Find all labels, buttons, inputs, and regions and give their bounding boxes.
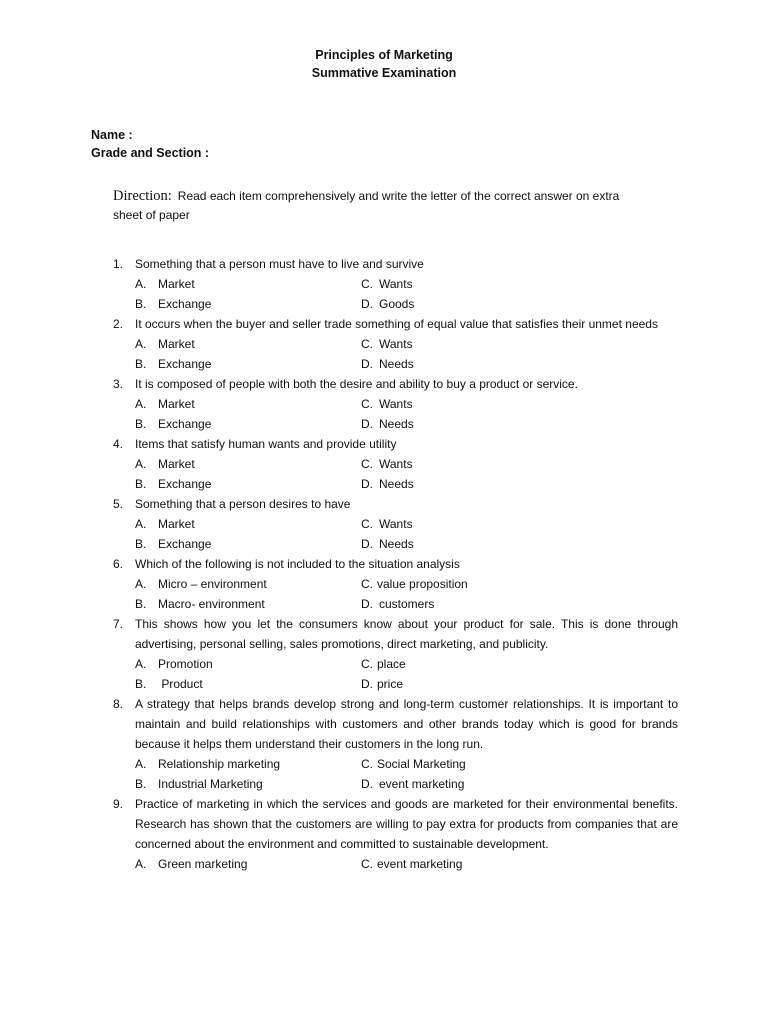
choice-row (135, 534, 678, 554)
choice-b: B. Exchange (135, 417, 212, 431)
question-stem: Something that a person desires to have (135, 497, 351, 511)
choice-row (135, 754, 678, 774)
choice-d: D. Goods (361, 297, 415, 311)
exam-title: Principles of Marketing (315, 48, 453, 62)
question-stem: Which of the following is not included to the situation analysis (135, 557, 460, 571)
choice-row (135, 674, 678, 694)
question-item (113, 554, 678, 614)
choice-row (135, 454, 678, 474)
question-number: 7. (113, 617, 124, 631)
choice-b: B. Exchange (135, 537, 212, 551)
choice-c: C. Wants (361, 277, 413, 291)
choice-row (135, 274, 678, 294)
choice-a: A. Promotion (135, 657, 213, 671)
choice-row (135, 574, 678, 594)
choice-row (135, 594, 678, 614)
choice-d: D. Needs (361, 477, 414, 491)
choice-d: D. Needs (361, 537, 414, 551)
question-number: 5. (113, 497, 124, 511)
direction-text: Read each item comprehensively and write the letter of the correct answer on extra sheet of paper (113, 189, 620, 222)
choice-b: B. Industrial Marketing (135, 777, 263, 791)
choice-row (135, 774, 678, 794)
question-stem: It occurs when the buyer and seller trade something of equal value that satisfies their unmet needs (135, 317, 658, 331)
choice-row (135, 354, 678, 374)
question-stem: It is composed of people with both the desire and ability to buy a product or service. (135, 377, 578, 391)
choice-c: C. Wants (361, 457, 413, 471)
choice-a: A. Micro – environment (135, 577, 267, 591)
question-number: 9. (113, 797, 124, 811)
choice-d: D. event marketing (361, 777, 465, 791)
choice-c: C. value proposition (361, 577, 468, 591)
question-stem: This shows how you let the consumers know about your product for sale. This is done through advertising, personal selling, sales promotions, direct marketing, and publicity. (135, 617, 678, 651)
choice-c: C. Wants (361, 517, 413, 531)
question-item (113, 794, 678, 874)
choice-d: D. price (361, 677, 404, 691)
exam-subtitle: Summative Examination (311, 66, 457, 80)
choice-b: B. Exchange (135, 297, 212, 311)
question-stem: Something that a person must have to live and survive (135, 257, 424, 271)
choice-a: A. Market (135, 517, 195, 531)
choice-c: C. Social Marketing (361, 757, 466, 771)
question-number: 2. (113, 317, 124, 331)
choice-row (135, 474, 678, 494)
choice-d: D. Needs (361, 417, 414, 431)
choice-c: C. event marketing (361, 857, 463, 871)
choice-row (135, 854, 678, 874)
question-item (113, 314, 678, 374)
direction-block (113, 187, 633, 225)
choice-row (135, 514, 678, 534)
question-item (113, 434, 678, 494)
choice-a: A. Green marketing (135, 857, 248, 871)
choice-b: B. Product (135, 677, 203, 691)
question-number: 1. (113, 257, 124, 271)
question-stem: Practice of marketing in which the services and goods are marketed for their environmental benefits. Research has shown that the customers are willing to pay extra for products from companies that are concerned about the environment and committed to sustainable development. (135, 797, 678, 851)
choice-c: C. Wants (361, 397, 413, 411)
choice-a: A. Market (135, 397, 195, 411)
question-item (113, 254, 678, 314)
direction-label: Direction: (113, 188, 172, 204)
choice-row (135, 334, 678, 354)
question-number: 6. (113, 557, 124, 571)
choice-a: A. Market (135, 337, 195, 351)
choice-b: B. Exchange (135, 357, 212, 371)
choice-b: B. Macro- environment (135, 597, 265, 611)
question-stem: A strategy that helps brands develop strong and long-term customer relationships. It is important to maintain and build relationships with customers and other brands today which is good for brands because it helps them understand their customers in the long run. (135, 697, 678, 751)
choice-row (135, 414, 678, 434)
question-item (113, 614, 678, 694)
choice-c: C. Wants (361, 337, 413, 351)
question-item (113, 374, 678, 434)
choice-a: A. Relationship marketing (135, 757, 281, 771)
choice-d: D. customers (361, 597, 435, 611)
question-number: 4. (113, 437, 124, 451)
question-item (113, 494, 678, 554)
question-number: 3. (113, 377, 124, 391)
choice-b: B. Exchange (135, 477, 212, 491)
choice-row (135, 654, 678, 674)
question-item (113, 694, 678, 794)
choice-d: D. Needs (361, 357, 414, 371)
question-number: 8. (113, 697, 124, 711)
choice-a: A. Market (135, 277, 195, 291)
choice-row (135, 394, 678, 414)
name-field-label: Name : (91, 128, 133, 142)
grade-section-field-label: Grade and Section : (91, 146, 210, 160)
question-list (113, 254, 678, 874)
choice-c: C. place (361, 657, 406, 671)
choice-row (135, 294, 678, 314)
choice-a: A. Market (135, 457, 195, 471)
question-stem: Items that satisfy human wants and provide utility (135, 437, 397, 451)
